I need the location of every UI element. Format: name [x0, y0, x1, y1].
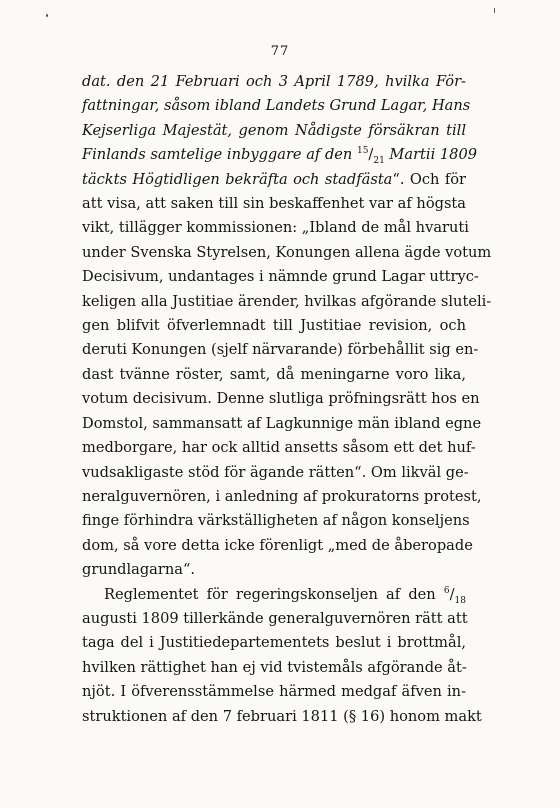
text-line — [82, 338, 479, 362]
text-line — [82, 119, 466, 143]
text-segment: dast tvänne röster, samt, då meningarne voro lika, — [82, 365, 466, 383]
text-segment: taga del i Justitiedepartementets beslut i brottmål, — [82, 634, 466, 652]
text-segment: Decisivum, undantages i nämnde grund Lagar uttryc- — [82, 268, 479, 286]
text-segment: finge förhindra värkställigheten af någon konseljens — [82, 512, 470, 530]
text-line — [82, 241, 492, 265]
text-line — [82, 70, 466, 94]
text-segment: votum decisivum. Denne slutliga pröfningsrätt hos en — [82, 390, 480, 408]
text-line — [82, 631, 466, 655]
text-line — [82, 509, 470, 533]
text-segment: fattningar, såsom ibland Landets Grund Lagar, Hans — [82, 97, 471, 115]
text-segment: medborgare, har ock alltid ansetts såsom ett det huf- — [82, 439, 476, 457]
text-line — [82, 436, 476, 460]
text-segment: neralguvernören, i anledning af prokuratorns protest, — [82, 487, 482, 505]
text-segment: Domstol, sammansatt af Lagkunnige män ibland egne — [82, 414, 482, 432]
text-line — [82, 534, 473, 558]
text-segment: hvilken rättighet han ej vid tvistemåls afgörande åt- — [82, 658, 467, 676]
text-segment: keligen alla Justitiae ärender, hvilkas afgörande sluteli- — [82, 292, 492, 310]
text-line — [82, 461, 469, 485]
text-segment: dom, så vore detta icke förenligt „med de åberopade — [82, 536, 473, 554]
text-line — [82, 94, 471, 118]
text-segment: under Svenska Styrelsen, Konungen allena ägde votum — [82, 243, 492, 261]
text-segment: njöt. I öfverensstämmelse härmed medgaf äfven in- — [82, 683, 466, 701]
text-segment: gen blifvit öfverlemnadt till Justitiae revision, och — [82, 317, 466, 335]
text-line — [82, 216, 469, 240]
text-line — [82, 387, 480, 411]
text-line — [82, 705, 482, 729]
text-segment: 18 — [454, 595, 466, 606]
text-segment: augusti 1809 tillerkände generalguvernören rätt att — [82, 609, 468, 627]
text-line — [82, 656, 466, 680]
text-segment: Reglementet för regeringskonseljen af den — [104, 585, 444, 603]
text-segment: Finlands samtelige inbyggare af den — [82, 146, 357, 164]
text-line: Finlands samtelige inbyggare af den $^{15}/_{21}$ Martii 1809 — [82, 146, 478, 167]
text-segment: vikt, tillägger kommissionen: „Ibland de mål hvaruti — [82, 219, 469, 237]
text-segment: vudsakligaste stöd för ägande rätten“. Om likväl ge- — [82, 463, 469, 481]
text-line — [82, 192, 466, 216]
text-segment: täckts Högtidligen bekräfta och stadfästa — [82, 170, 393, 188]
text-line — [82, 314, 466, 338]
text-line — [82, 485, 482, 509]
ink-speck — [494, 8, 495, 13]
text-line — [82, 363, 466, 387]
text-line: Reglementet för regeringskonseljen af den $^6/_{18}$ — [104, 585, 466, 606]
text-segment: 21 — [373, 156, 385, 167]
page-number: 77 — [270, 44, 290, 59]
text-segment: “. Och för — [392, 170, 467, 188]
text-segment: 6 — [443, 585, 450, 596]
text-line — [82, 680, 466, 704]
text-segment: struktionen af den 7 februari 1811 (§ 16) honom makt — [82, 707, 482, 725]
ink-speck — [46, 14, 48, 17]
text-segment: 15 — [356, 146, 369, 157]
text-segment: grundlagarna“. — [82, 561, 196, 579]
text-segment: att visa, att saken till sin beskaffenhet var af högsta — [82, 195, 466, 213]
text-line — [82, 607, 466, 631]
body-text — [82, 70, 492, 729]
text-segment: deruti Konungen (sjelf närvarande) förbehållit sig en- — [82, 341, 479, 359]
text-line — [82, 412, 482, 436]
text-line — [82, 265, 479, 289]
text-segment: dat. den 21 Februari och 3 April 1789, hvilka För- — [82, 73, 466, 90]
text-line — [82, 168, 466, 192]
text-segment: Martii 1809 — [384, 146, 478, 164]
text-segment: Kejserliga Majestät, genom Nådigste försäkran till — [82, 121, 466, 139]
text-line — [82, 558, 466, 582]
text-line — [82, 290, 492, 314]
